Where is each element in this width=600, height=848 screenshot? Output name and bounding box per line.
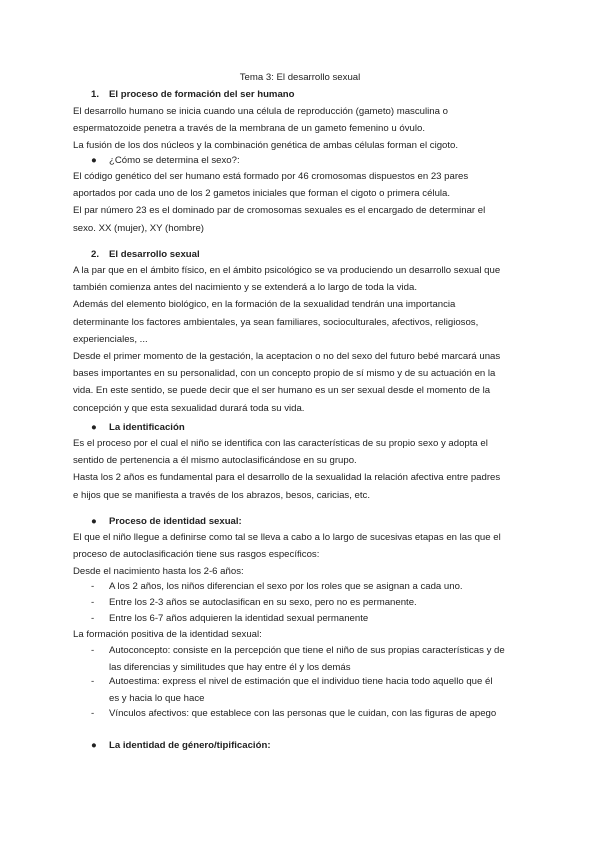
- section-1-title: El proceso de formación del ser humano: [109, 89, 295, 100]
- text-line: sentido de pertenencia a él mismo autoclasificándose en su grupo.: [73, 455, 357, 467]
- dash-icon: -: [91, 676, 95, 687]
- stage-text: Entre los 2-3 años se autoclasifican en su sexo, pero no es permanente.: [109, 597, 417, 608]
- text-line: bases importantes en su personalidad, con un concepto propio de sí mismo y de su actuación en la: [73, 368, 496, 380]
- dash-icon: -: [91, 581, 95, 592]
- text-line: sexo. XX (mujer), XY (hombre): [73, 222, 204, 234]
- text-line: vida. En este sentido, se puede decir que el ser humano es un ser sexual desde el momento de la: [73, 385, 491, 397]
- text-line: aportados por cada uno de los 2 gametos iniciales que forman el cigoto o primera célula.: [73, 188, 451, 200]
- text-line: A la par que en el ámbito físico, en el ámbito psicológico se va produciendo un desarrollo sexual que: [73, 265, 501, 276]
- identidad-heading: [91, 513, 242, 530]
- dash-icon: -: [91, 708, 95, 719]
- text-line: Desde el nacimiento hasta los 2-6 años:: [73, 566, 244, 578]
- text-line: Además del elemento biológico, en la formación de la sexualidad tendrán una importancia: [73, 299, 456, 311]
- dash-icon: -: [91, 645, 95, 656]
- bullet-icon: ●: [91, 155, 97, 166]
- section-2-title: El desarrollo sexual: [109, 249, 200, 260]
- formation-label: [73, 626, 513, 643]
- text-line: La fusión de los dos núcleos y la combinación genética de ambas células forman el cigoto.: [73, 140, 459, 152]
- text-line: El par número 23 es el dominado par de cromosomas sexuales es el encargado de determinar el: [73, 205, 486, 217]
- section-1-heading: [91, 86, 295, 103]
- identificacion-heading: [91, 419, 185, 436]
- text-line: El que el niño llegue a definirse como tal se lleva a cabo a lo largo de sucesivas etapas en las que el: [73, 532, 501, 543]
- formation-text: Autoestima: express el nivel de estimación que el individuo tiene hacia todo aquello que él: [109, 676, 493, 687]
- text-line: experienciales, ...: [73, 333, 148, 345]
- text-line: e hijos que se manifiesta a través de los abrazos, besos, caricias, etc.: [73, 489, 371, 501]
- section-1-number: 1.: [91, 89, 100, 100]
- stage-text: Entre los 6-7 años adquieren la identidad sexual permanente: [109, 613, 369, 624]
- text-line: El desarrollo humano se inicia cuando una célula de reproducción (gameto) masculina o: [73, 106, 448, 117]
- section-2-heading: [91, 246, 200, 263]
- text-line: La formación positiva de la identidad sexual:: [73, 629, 262, 640]
- dash-icon: -: [91, 597, 95, 608]
- formation-text: es y hacia lo que hace: [109, 693, 205, 705]
- page-title: Tema 3: El desarrollo sexual: [239, 72, 361, 83]
- formation-text: las diferencias y similitudes que hay entre él y los demás: [109, 662, 351, 674]
- section-1-paragraph-1: [73, 103, 513, 155]
- identificacion-paragraph: [73, 435, 513, 504]
- text-line: también comienza antes del nacimiento y se extenderá a lo largo de toda la vida.: [73, 282, 417, 294]
- text-line: determinante los factores ambientales, ya sean familiares, socioculturales, afectivos, religiosos,: [73, 316, 479, 328]
- text-line: proceso de autoclasificación tiene sus rasgos específicos:: [73, 549, 320, 561]
- bullet-icon: ●: [91, 740, 97, 751]
- bullet-icon: ●: [91, 422, 97, 433]
- identificacion-title: La identificación: [109, 422, 185, 433]
- text-line: Es el proceso por el cual el niño se identifica con las características de su propio sexo y adopta el: [73, 438, 488, 449]
- bullet-question: [91, 152, 240, 169]
- bullet-icon: ●: [91, 516, 97, 527]
- text-line: concepción y que esta sexualidad durará toda su vida.: [73, 402, 305, 414]
- text-line: Hasta los 2 años es fundamental para el desarrollo de la sexualidad la relación afectiva entre padres: [73, 472, 501, 484]
- identidad-title: Proceso de identidad sexual:: [109, 516, 242, 527]
- stage-text: A los 2 años, los niños diferencian el sexo por los roles que se asignan a cada uno.: [109, 581, 463, 592]
- text-line: Desde el primer momento de la gestación, la aceptacion o no del sexo del futuro bebé marcará unas: [73, 351, 501, 363]
- formation-text: Autoconcepto: consiste en la percepción que tiene el niño de sus propias características y de: [109, 645, 505, 656]
- formation-text: Vínculos afectivos: que establece con las personas que le cuidan, con las figuras de apego: [109, 708, 497, 719]
- text-line: espermatozoide penetra a través de la membrana de un gameto femenino u óvulo.: [73, 123, 425, 135]
- section-2-paragraph: [73, 262, 513, 417]
- section-2-number: 2.: [91, 249, 100, 260]
- genero-title: La identidad de género/tipificación:: [109, 740, 271, 751]
- bullet-question-text: ¿Cómo se determina el sexo?:: [109, 155, 240, 166]
- section-1-paragraph-2: [73, 168, 513, 237]
- text-line: El código genético del ser humano está formado por 46 cromosomas dispuestos en 23 pares: [73, 171, 469, 182]
- genero-heading: [91, 737, 271, 754]
- dash-icon: -: [91, 613, 95, 624]
- identidad-paragraph: [73, 529, 513, 581]
